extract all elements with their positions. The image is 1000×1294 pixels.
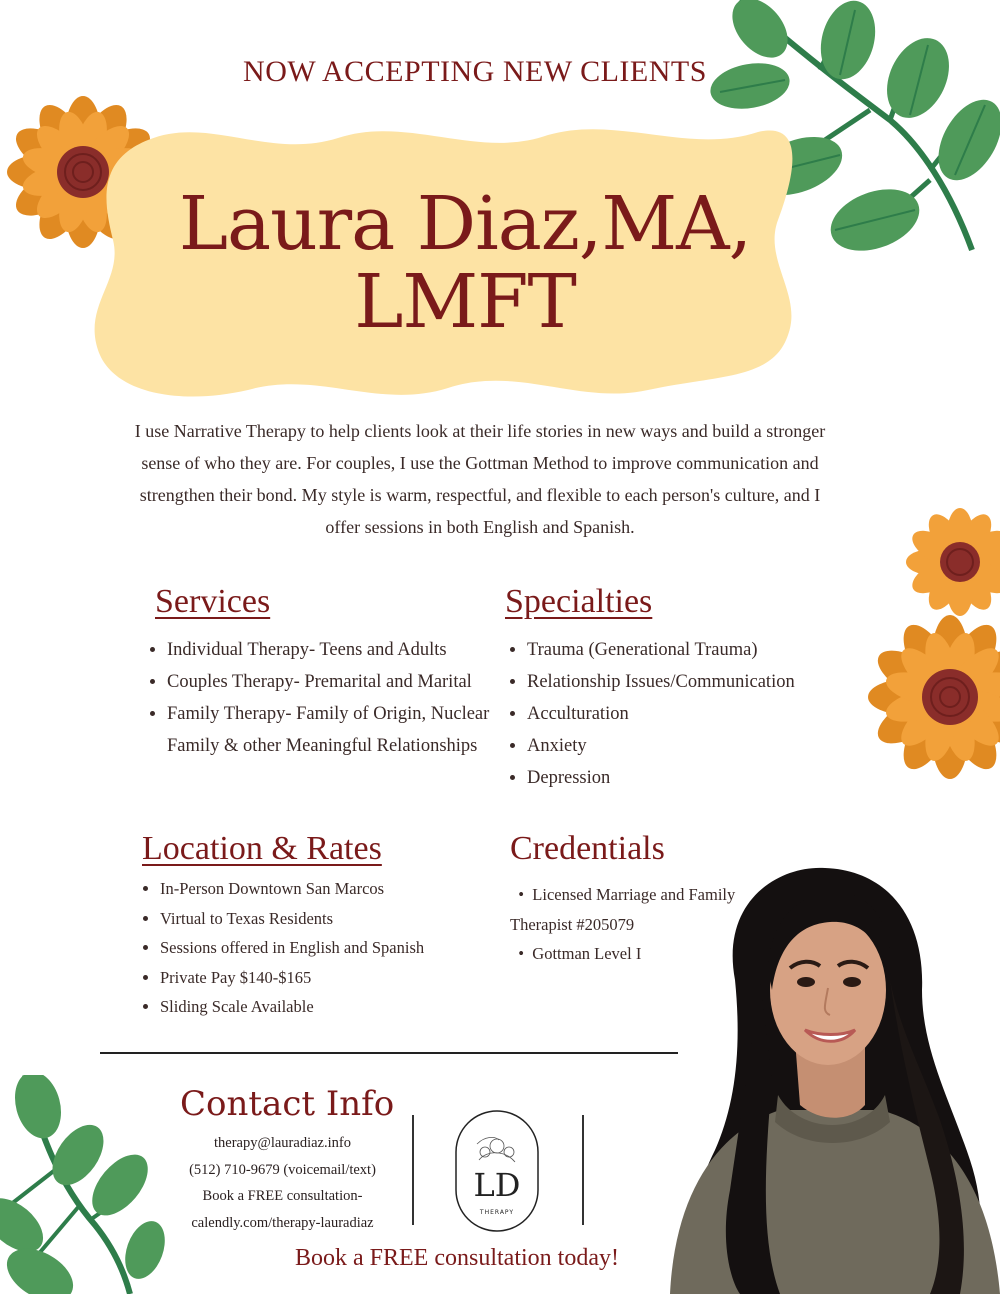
list-item: • Depression xyxy=(527,762,867,794)
therapy-logo xyxy=(455,1110,539,1232)
list-item: • Gottman Level I xyxy=(510,944,642,963)
list-item: • Sliding Scale Available xyxy=(160,992,460,1022)
list-item: • Individual Therapy- Teens and Adults xyxy=(167,634,507,666)
name-line-2: LMFT xyxy=(354,259,576,345)
contact-title: Contact Info xyxy=(180,1084,395,1124)
flower-icon-right-lower xyxy=(858,605,1000,790)
list-item: • Licensed Marriage and Family Therapist #205079 xyxy=(510,885,736,934)
list-item: • Trauma (Generational Trauma) xyxy=(527,634,867,666)
name-line-1: Laura Diaz,MA, xyxy=(178,181,752,267)
vertical-divider xyxy=(412,1115,414,1225)
therapist-portrait xyxy=(660,860,1000,1294)
list-item: • Family Therapy- Family of Origin, Nuclear Family & other Meaningful Relationships xyxy=(167,698,507,762)
contact-details xyxy=(160,1130,405,1236)
list-item: • Acculturation xyxy=(527,698,867,730)
list-item: • Private Pay $140-$165 xyxy=(160,963,460,993)
credentials-title: Credentials xyxy=(510,830,665,867)
specialties-title: Specialties xyxy=(505,583,653,620)
list-item: • In-Person Downtown San Marcos xyxy=(160,874,460,904)
location-rates-title: Location & Rates xyxy=(142,830,382,867)
credential-text: Gottman Level I xyxy=(532,944,642,963)
booking-link[interactable]: calendly.com/therapy-lauradiaz xyxy=(191,1214,374,1231)
contact-phone[interactable]: (512) 710-9679 (voicemail/text) xyxy=(189,1161,376,1178)
logo-monogram: LD xyxy=(473,1166,521,1204)
services-list xyxy=(145,634,507,762)
cta-text: Book a FREE consultation today! xyxy=(295,1245,619,1271)
location-rates-list xyxy=(138,874,460,1022)
booking-label: Book a FREE consultation- xyxy=(202,1188,363,1204)
list-item: • Couples Therapy- Premarital and Marital xyxy=(167,666,507,698)
leaf-branch-icon-bottom-left xyxy=(0,1075,175,1294)
list-item: • Anxiety xyxy=(527,730,867,762)
list-item: • Relationship Issues/Communication xyxy=(527,666,867,698)
list-item: • Sessions offered in English and Spanish xyxy=(160,933,460,963)
vertical-divider xyxy=(582,1115,584,1225)
list-item: • Virtual to Texas Residents xyxy=(160,904,460,934)
logo-caption: THERAPY xyxy=(479,1209,515,1216)
credential-text: Licensed Marriage and Family Therapist #205079 xyxy=(510,885,736,934)
contact-email[interactable]: therapy@lauradiaz.info xyxy=(214,1135,351,1151)
intro-paragraph: I use Narrative Therapy to help clients look at their life stories in new ways and build a stronger sense of who they are. For couples, I use the Gottman Method to improve communication and strengthen their bond. My style is warm, respectful, and flexible to each person's culture, and I offer sessions in both English and Spanish. xyxy=(134,421,826,537)
section-divider xyxy=(100,1052,678,1054)
headline: NOW ACCEPTING NEW CLIENTS xyxy=(243,55,707,88)
specialties-list xyxy=(505,634,867,794)
therapist-name xyxy=(140,181,790,345)
services-title: Services xyxy=(155,583,271,620)
